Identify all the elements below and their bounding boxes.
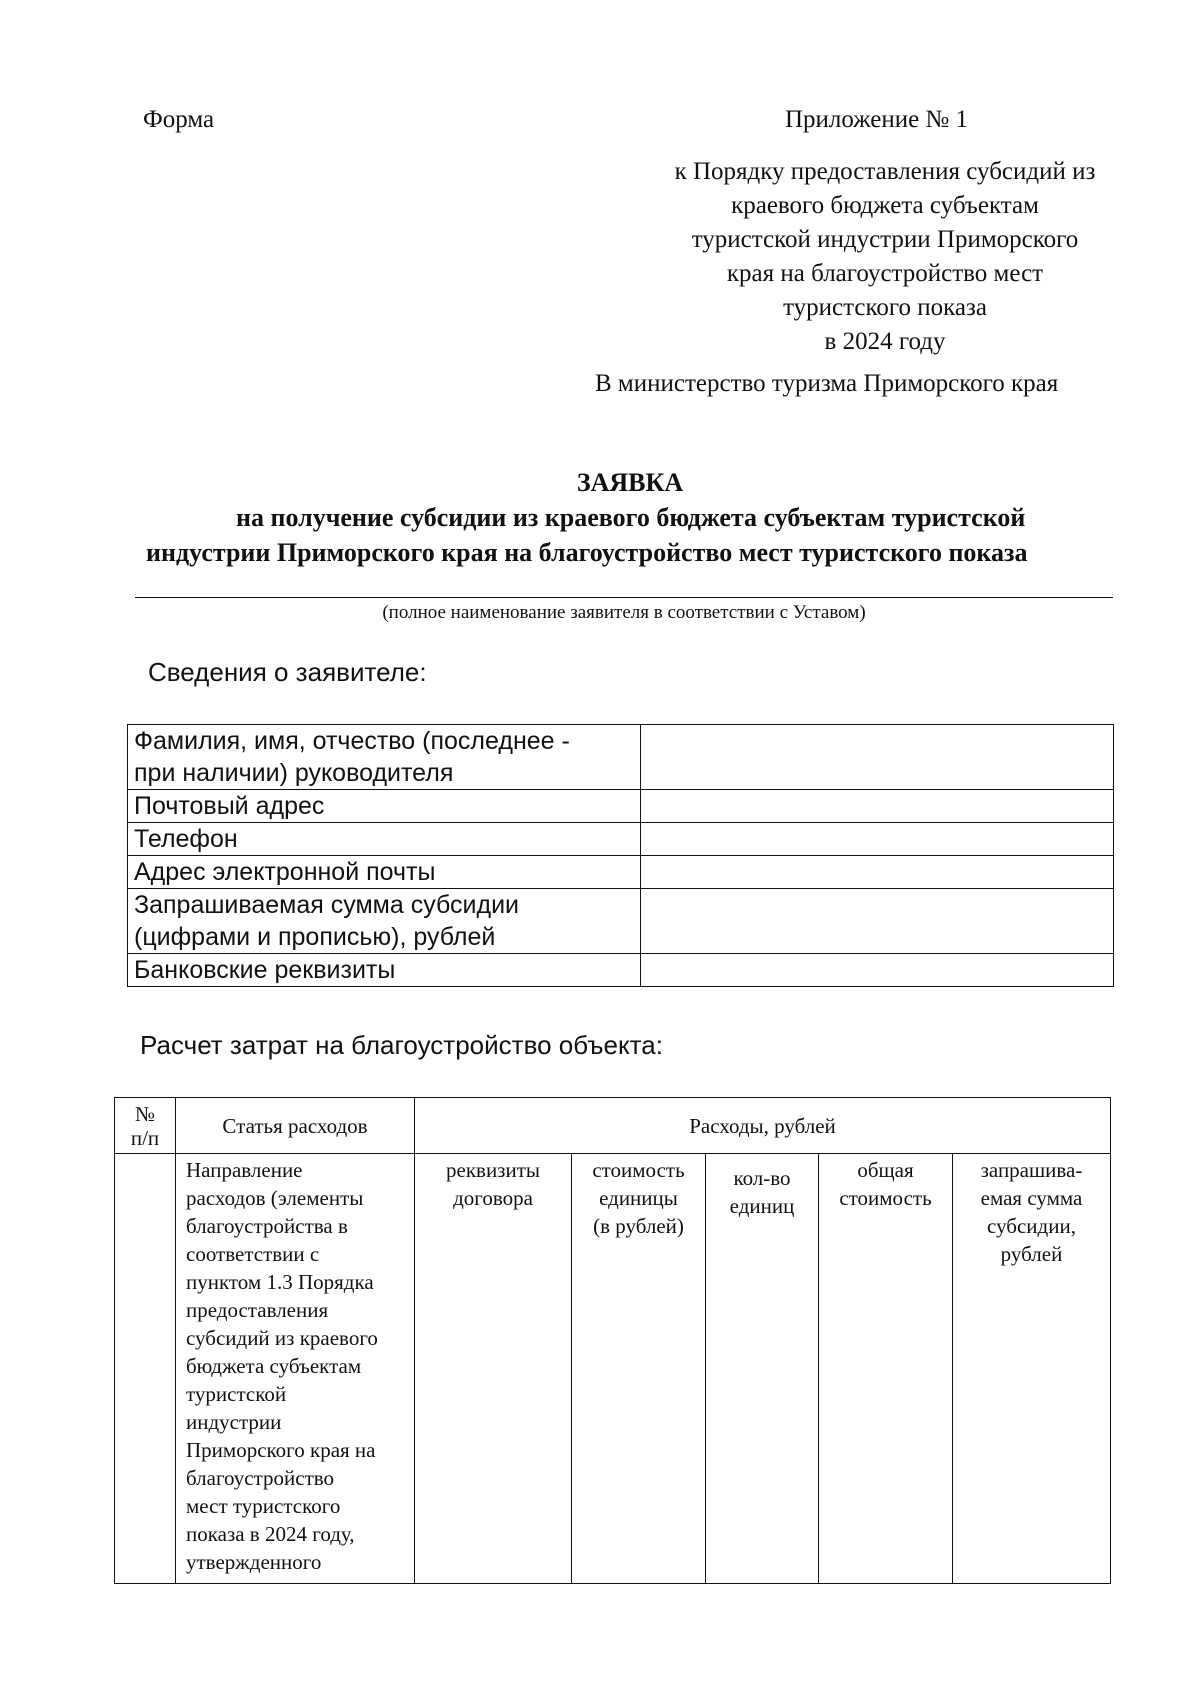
cost-table <box>114 1097 1111 1584</box>
article-cell: Направление расходов (элементы благоустройства в соответствии с пунктом 1.3 Порядка предоставления субсидий из краевого бюджета субъектам туристской индустрии Приморского края на благоустройство мест туристского показа в 2024 году, утвержденного <box>176 1154 415 1584</box>
row-value-field[interactable] <box>641 954 1114 987</box>
table-row <box>128 889 1114 954</box>
cost-calc-heading: Расчет затрат на благоустройство объекта: <box>140 1030 663 1060</box>
appendix-line: туристской индустрии Приморского <box>691 226 1079 253</box>
application-subtitle-line1: на получение субсидии из краевого бюджета субъектам туристской <box>236 503 1026 532</box>
row-value-field[interactable] <box>641 856 1114 889</box>
row-label: Запрашиваемая сумма субсидии (цифрами и прописью), рублей <box>128 889 641 954</box>
row-value-field[interactable] <box>641 790 1114 823</box>
appendix-title: Приложение № 1 <box>785 106 969 133</box>
subheader-contract: реквизиты договора <box>415 1154 572 1584</box>
row-label: Банковские реквизиты <box>128 954 641 987</box>
appendix-line: туристского показа <box>783 294 987 321</box>
application-subtitle-line2: индустрии Приморского края на благоустройство мест туристского показа <box>146 538 1028 567</box>
row-label: Адрес электронной почты <box>128 856 641 889</box>
table-header-row <box>115 1098 1111 1154</box>
appendix-line: края на благоустройство мест <box>726 260 1044 287</box>
subheader-total-cost: общая стоимость <box>819 1154 953 1584</box>
row-label: Фамилия, имя, отчество (последнее - при наличии) руководителя <box>128 725 641 790</box>
table-row <box>128 856 1114 889</box>
row-label: Почтовый адрес <box>128 790 641 823</box>
row-label: Телефон <box>128 823 641 856</box>
form-label: Форма <box>143 106 215 133</box>
row-num-cell[interactable] <box>115 1154 176 1584</box>
table-row <box>128 823 1114 856</box>
table-row <box>115 1154 1111 1584</box>
subheader-requested-subsidy: запрашива- емая сумма субсидии, рублей <box>953 1154 1111 1584</box>
appendix-line: к Порядку предоставления субсидий из <box>674 158 1096 185</box>
applicant-name-field[interactable] <box>135 597 1113 598</box>
applicant-info-heading: Сведения о заявителе: <box>148 657 427 687</box>
header-article: Статья расходов <box>176 1098 415 1154</box>
table-row <box>128 725 1114 790</box>
table-row <box>128 954 1114 987</box>
subheader-unit-cost: стоимость единицы (в рублей) <box>572 1154 706 1584</box>
appendix-reference <box>620 155 1150 359</box>
applicant-info-table <box>127 724 1114 987</box>
subheader-quantity: кол-во единиц <box>706 1154 819 1584</box>
table-row <box>128 790 1114 823</box>
row-value-field[interactable] <box>641 889 1114 954</box>
header-expenses: Расходы, рублей <box>415 1098 1111 1154</box>
header-num: № п/п <box>115 1098 176 1154</box>
addressee: В министерство туризма Приморского края <box>595 370 1059 397</box>
row-value-field[interactable] <box>641 823 1114 856</box>
applicant-name-caption: (полное наименование заявителя в соответствии с Уставом) <box>382 602 866 623</box>
row-value-field[interactable] <box>641 725 1114 790</box>
appendix-line: в 2024 году <box>824 328 946 355</box>
appendix-line: краевого бюджета субъектам <box>731 192 1039 219</box>
application-title: ЗАЯВКА <box>576 468 684 497</box>
